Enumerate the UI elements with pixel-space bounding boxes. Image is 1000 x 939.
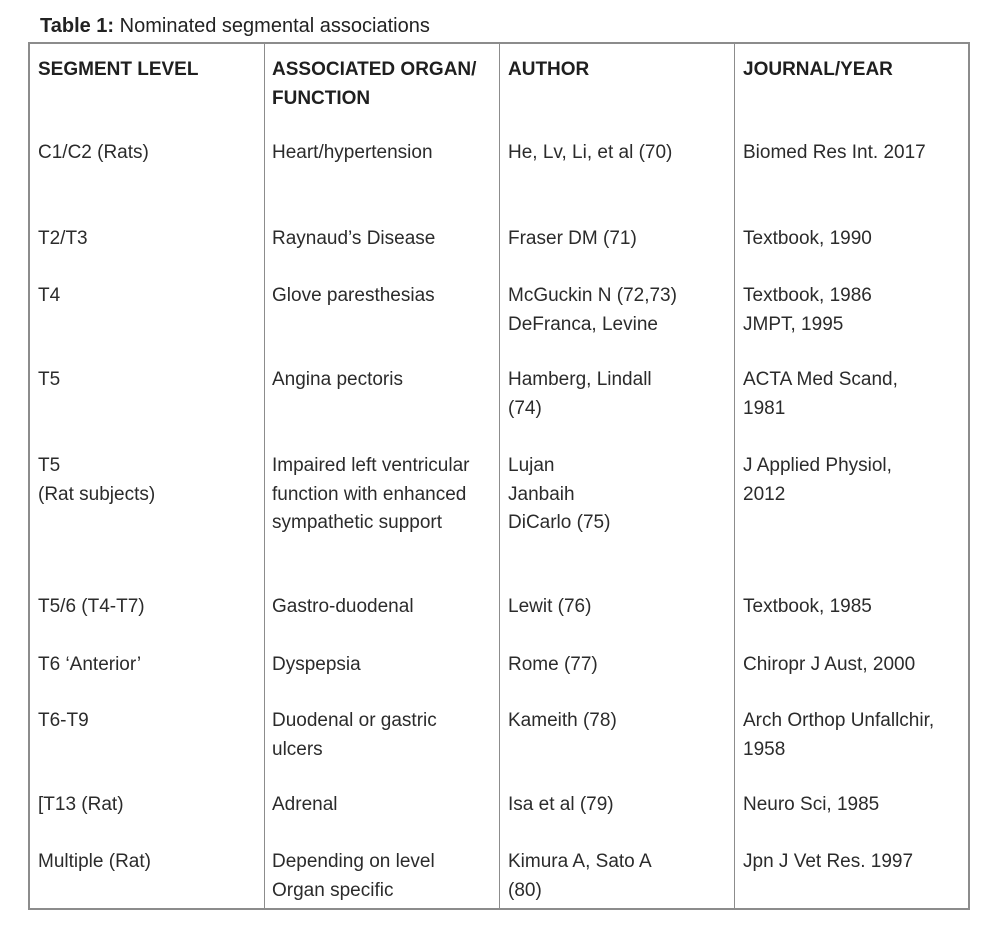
cell-line: Textbook, 1990 [743,228,872,249]
cell-line: Chiropr J Aust, 2000 [743,654,916,675]
organ-cell [272,848,435,905]
cell-line: SEGMENT LEVEL [38,59,199,80]
cell-line: Organ specific [272,879,394,901]
cell-line: Janbaih [508,483,575,505]
cell-line: Heart/hypertension [272,142,433,163]
journal-cell [743,651,915,680]
cell-line: 1981 [743,397,786,419]
cell-line: Dyspepsia [272,654,361,675]
cell-line: Gastro-duodenal [272,596,414,617]
author-cell [508,593,591,622]
table-caption [40,12,430,40]
column-divider [499,44,500,908]
organ-cell [272,593,414,622]
header-segment-level [38,56,198,85]
cell-line: T5 [38,455,61,476]
cell-line: function with enhanced [272,483,467,505]
organ-cell [272,452,469,538]
cell-line: Neuro Sci, 1985 [743,794,880,815]
cell-line: T4 [38,285,61,306]
cell-line: T6-T9 [38,710,89,731]
column-divider [734,44,735,908]
author-cell [508,452,610,538]
author-cell [508,707,617,736]
cell-line: He, Lv, Li, et al (70) [508,142,673,163]
cell-line: DeFranca, Levine [508,313,658,335]
cell-line: Textbook, 1985 [743,596,872,617]
author-cell [508,282,677,339]
author-cell [508,791,614,820]
segment-cell [38,848,151,877]
organ-cell [272,366,403,395]
segment-cell [38,452,155,509]
cell-line: Adrenal [272,794,338,815]
cell-line: 2012 [743,483,786,505]
author-cell [508,225,637,254]
segment-cell [38,225,88,254]
table-caption-text: Nominated segmental associations [119,15,430,37]
segment-cell [38,366,60,395]
journal-cell [743,848,913,877]
organ-cell [272,791,338,820]
header-author [508,56,589,85]
cell-line: Glove paresthesias [272,285,435,306]
cell-line: T6 ‘Anterior’ [38,654,142,675]
cell-line: Biomed Res Int. 2017 [743,142,926,163]
cell-line: JMPT, 1995 [743,313,844,335]
journal-cell [743,452,892,509]
cell-line: (Rat subjects) [38,483,156,505]
cell-line: DiCarlo (75) [508,512,611,533]
cell-line: Impaired left ventricular [272,455,470,476]
cell-line: J Applied Physiol, [743,455,892,476]
cell-line: ACTA Med Scand, [743,369,898,390]
associations-table [28,42,970,910]
journal-cell [743,707,934,764]
cell-line: T5/6 (T4-T7) [38,596,145,617]
cell-line: ASSOCIATED ORGAN/ [272,59,477,80]
cell-line: Isa et al (79) [508,794,614,815]
cell-line: FUNCTION [272,87,371,109]
cell-line: Duodenal or gastric [272,710,437,731]
cell-line: Hamberg, Lindall [508,369,652,390]
organ-cell [272,225,435,254]
cell-line: T2/T3 [38,228,88,249]
organ-cell [272,707,437,764]
cell-line: 1958 [743,738,786,760]
cell-line: Jpn J Vet Res. 1997 [743,851,914,872]
cell-line: C1/C2 (Rats) [38,142,149,163]
cell-line: AUTHOR [508,59,590,80]
organ-cell [272,282,435,311]
header-associated-organ [272,56,476,113]
cell-line: Raynaud’s Disease [272,228,436,249]
segment-cell [38,593,145,622]
cell-line: Textbook, 1986 [743,285,872,306]
author-cell [508,139,672,168]
journal-cell [743,282,872,339]
table-caption-label: Table 1: [40,15,115,37]
segment-cell [38,651,141,680]
header-journal-year [743,56,893,85]
journal-cell [743,225,872,254]
author-cell [508,366,652,423]
segment-cell [38,139,149,168]
organ-cell [272,139,433,168]
cell-line: McGuckin N (72,73) [508,285,677,306]
cell-line: Kimura A, Sato A [508,851,652,872]
cell-line: sympathetic support [272,512,443,533]
cell-line: Lujan [508,455,555,476]
column-divider [264,44,265,908]
segment-cell [38,282,60,311]
journal-cell [743,139,926,168]
cell-line: Angina pectoris [272,369,403,390]
cell-line: JOURNAL/YEAR [743,59,893,80]
cell-line: ulcers [272,738,323,760]
cell-line: [T13 (Rat) [38,794,124,815]
journal-cell [743,791,879,820]
cell-line: Lewit (76) [508,596,592,617]
cell-line: Arch Orthop Unfallchir, [743,710,935,731]
journal-cell [743,593,872,622]
cell-line: T5 [38,369,61,390]
cell-line: Rome (77) [508,654,598,675]
organ-cell [272,651,361,680]
cell-line: (80) [508,879,542,901]
segment-cell [38,791,124,820]
cell-line: Multiple (Rat) [38,851,151,872]
cell-line: Depending on level [272,851,435,872]
author-cell [508,651,598,680]
author-cell [508,848,652,905]
journal-cell [743,366,898,423]
cell-line: Fraser DM (71) [508,228,637,249]
segment-cell [38,707,89,736]
cell-line: Kameith (78) [508,710,617,731]
cell-line: (74) [508,397,542,419]
